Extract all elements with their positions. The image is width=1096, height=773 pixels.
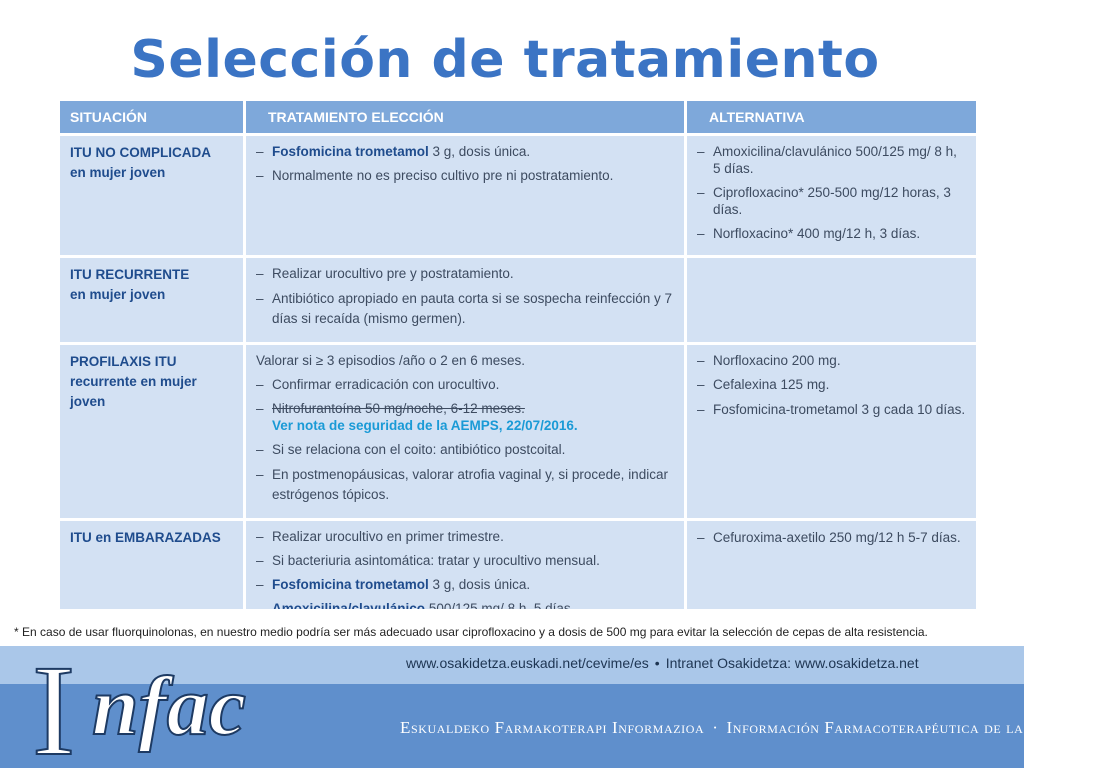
treatment-cell xyxy=(246,136,684,255)
treatment-item: – En postmenopáusicas, valorar atrofia vaginal y, si procede, indicar estrógenos tópicos. xyxy=(256,465,674,505)
treatment-cell xyxy=(246,258,684,342)
bullet-separator: • xyxy=(654,655,660,671)
treatment-cell xyxy=(246,345,684,518)
svg-text:nfac: nfac xyxy=(92,660,246,753)
treatment-table xyxy=(57,98,979,677)
treatment-item: – Realizar urocultivo en primer trimestre. xyxy=(256,528,674,545)
drug-name: Fosfomicina trometamol xyxy=(272,577,429,592)
treatment-text: Normalmente no es preciso cultivo pre ni postratamiento. xyxy=(272,168,614,183)
treatment-item: – Antibiótico apropiado en pauta corta si se sospecha reinfección y 7 días si recaída (mismo germen). xyxy=(256,289,674,329)
column-header-alternative: ALTERNATIVA xyxy=(687,101,976,133)
alternative-cell xyxy=(687,258,976,342)
situation-subtitle: en mujer joven xyxy=(70,165,166,180)
alternative-item: – Cefalexina 125 mg. xyxy=(697,376,966,393)
table-header-row xyxy=(60,101,976,133)
situation-title: ITU NO COMPLICADA xyxy=(70,145,211,160)
intranet-link[interactable]: Intranet Osakidetza: www.osakidetza.net xyxy=(665,655,919,671)
table-row xyxy=(60,258,976,342)
alternative-item: – Amoxicilina/clavulánico 500/125 mg/ 8 h, 5 días. xyxy=(697,143,966,177)
alternative-item: – Norfloxacino 200 mg. xyxy=(697,352,966,369)
situation-cell xyxy=(60,136,243,255)
withdrawn-drug: – Nitrofurantoína 50 mg/noche, 6-12 meses. xyxy=(272,401,525,416)
alternative-item: – Cefuroxima-axetilo 250 mg/12 h 5-7 días. xyxy=(697,528,966,548)
situation-cell xyxy=(60,345,243,518)
situation-subtitle: recurrente en mujer joven xyxy=(70,374,197,409)
treatment-item: – Confirmar erradicación con urocultivo. xyxy=(256,376,674,393)
situation-title: ITU RECURRENTE xyxy=(70,267,190,282)
table-row xyxy=(60,345,976,518)
treatment-item xyxy=(256,400,674,434)
footer-links xyxy=(406,655,919,671)
treatment-text: 3 g, dosis única. xyxy=(428,144,531,159)
treatment-item xyxy=(256,576,674,593)
infac-logo xyxy=(30,639,340,773)
alternative-item: – Norfloxacino* 400 mg/12 h, 3 días. xyxy=(697,225,966,242)
tagline-basque: Eskualdeko Farmakoterapi Informazioa xyxy=(400,718,705,737)
treatment-text: 3 g, dosis única. xyxy=(428,577,531,592)
tagline-spanish: Información Farmacoterapéutica de la Comarca xyxy=(726,718,1096,737)
page-title: Selección de tratamiento xyxy=(130,30,880,90)
footer-tagline xyxy=(400,718,1096,738)
treatment-item: – Realizar urocultivo pre y postratamiento. xyxy=(256,265,674,282)
treatment-intro: Valorar si ≥ 3 episodios /año o 2 en 6 meses. xyxy=(256,353,526,368)
treatment-item: – Si se relaciona con el coito: antibiótico postcoital. xyxy=(256,441,674,458)
safety-notice: Ver nota de seguridad de la AEMPS, 22/07/2016. xyxy=(272,418,578,433)
svg-text:I: I xyxy=(32,639,76,773)
treatment-item xyxy=(256,167,674,184)
tagline-separator: · xyxy=(712,718,719,737)
alternative-item: – Fosfomicina-trometamol 3 g cada 10 días. xyxy=(697,400,966,420)
alternative-item: – Ciprofloxacino* 250-500 mg/12 horas, 3 días. xyxy=(697,184,966,218)
situation-subtitle: en mujer joven xyxy=(70,287,166,302)
situation-cell xyxy=(60,258,243,342)
column-header-treatment: TRATAMIENTO ELECCIÓN xyxy=(246,101,684,133)
infac-logo-graphic xyxy=(30,639,340,773)
treatment-item: – Si bacteriuria asintomática: tratar y urocultivo mensual. xyxy=(256,552,674,569)
situation-title: ITU en EMBARAZADAS xyxy=(70,530,221,545)
alternative-cell xyxy=(687,136,976,255)
cevime-link[interactable]: www.osakidetza.euskadi.net/cevime/es xyxy=(406,655,649,671)
column-header-situation: SITUACIÓN xyxy=(60,101,243,133)
treatment-table-container xyxy=(60,101,979,609)
alternative-cell xyxy=(687,345,976,518)
footnote: * En caso de usar fluorquinolonas, en nuestro medio podría ser más adecuado usar ciprofloxacino y a dosis de 500 mg para evitar la selección de cepas de alta resistencia. xyxy=(14,625,928,639)
treatment-item xyxy=(256,143,674,160)
drug-name: Fosfomicina trometamol xyxy=(272,144,429,159)
situation-title: PROFILAXIS ITU xyxy=(70,354,177,369)
table-row xyxy=(60,136,976,255)
